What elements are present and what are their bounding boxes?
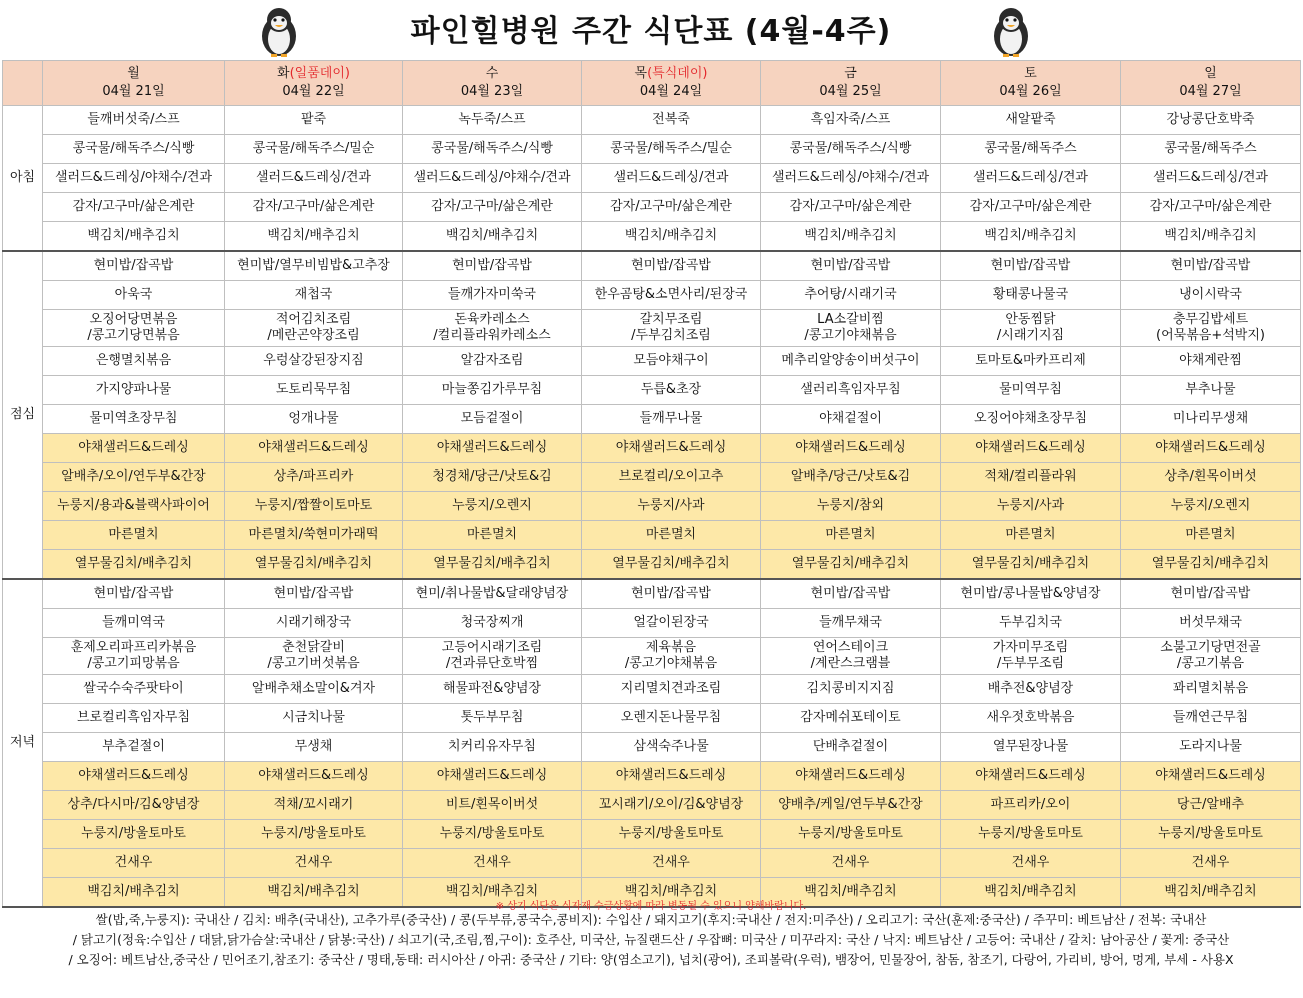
menu-cell: 미나리무생채 (1121, 405, 1301, 434)
menu-cell: 냉이시락국 (1121, 281, 1301, 310)
day-date: 04월 24일 (639, 84, 703, 99)
menu-cell: 녹두죽/스프 (403, 106, 582, 135)
menu-cell: 야채샐러드&드레싱 (761, 762, 941, 791)
menu-cell: 김치콩비지지짐 (761, 675, 941, 704)
menu-cell: 누룽지/오렌지 (403, 492, 582, 521)
menu-row (3, 405, 1301, 434)
menu-cell: 샐러리흑임자무침 (761, 376, 941, 405)
menu-cell: 배추전&양념장 (941, 675, 1121, 704)
menu-cell: 샐러드&드레싱/야채수/견과 (403, 164, 582, 193)
menu-cell: 현미밥/잡곡밥 (43, 251, 225, 281)
menu-cell: 안동찜닭 /시래기지짐 (941, 310, 1121, 347)
menu-cell: 현미밥/잡곡밥 (1121, 579, 1301, 609)
day-name (941, 67, 1120, 81)
menu-cell: 현미밥/잡곡밥 (225, 579, 403, 609)
menu-cell: 시금치나물 (225, 704, 403, 733)
day-name (43, 67, 224, 81)
menu-cell: 은행멸치볶음 (43, 347, 225, 376)
menu-cell: 얼갈이된장국 (582, 609, 761, 638)
menu-cell: 들깨연근무침 (1121, 704, 1301, 733)
menu-cell: 고등어시래기조림 /견과류단호박찜 (403, 638, 582, 675)
menu-cell: 현미밥/잡곡밥 (761, 579, 941, 609)
menu-cell: 지리멸치견과조림 (582, 675, 761, 704)
menu-row (3, 704, 1301, 733)
menu-cell: 백김치/배추김치 (1121, 878, 1301, 908)
day-label: 금 (844, 66, 857, 81)
menu-cell: 알배추/오이/연두부&간장 (43, 463, 225, 492)
menu-cell: 들깨무채국 (761, 609, 941, 638)
menu-cell: 알감자조림 (403, 347, 582, 376)
menu-row (3, 193, 1301, 222)
menu-cell: 양배추/케일/연두부&간장 (761, 791, 941, 820)
menu-row (3, 492, 1301, 521)
menu-row (3, 521, 1301, 550)
menu-cell: 도라지나물 (1121, 733, 1301, 762)
menu-cell: 꽈리멸치볶음 (1121, 675, 1301, 704)
menu-row (3, 106, 1301, 135)
menu-cell: 현미밥/잡곡밥 (582, 579, 761, 609)
menu-cell: 제육볶음 /콩고기야채볶음 (582, 638, 761, 675)
menu-cell: 콩국물/해독주스/식빵 (761, 135, 941, 164)
origin-line: 쌀(밥,죽,누룽지): 국내산 / 김치: 배추(국내산), 고추가루(중국산) / 콩(두부류,콩국수,콩비지): 수입산 / 돼지고기(후지:국내산 / 전지:미주산) / 오리고기: 국산(훈제:중국산) / 주꾸미: 베트남산 / 전복: 국내산 (95, 912, 1207, 927)
menu-cell: 시래기해장국 (225, 609, 403, 638)
menu-sheet (2, 0, 1300, 996)
menu-cell: 강낭콩단호박죽 (1121, 106, 1301, 135)
menu-cell: 메추리알양송이버섯구이 (761, 347, 941, 376)
day-label: 월 (127, 66, 140, 81)
menu-cell: 모듬겉절이 (403, 405, 582, 434)
menu-cell: 누룽지/방울토마토 (582, 820, 761, 849)
meal-label-lunch: 점심 (3, 251, 43, 579)
menu-cell: 콩국물/해독주스/식빵 (43, 135, 225, 164)
menu-cell: 감자메쉬포테이토 (761, 704, 941, 733)
menu-cell: 건새우 (403, 849, 582, 878)
day-label: 목 (634, 66, 648, 81)
menu-cell: 건새우 (1121, 849, 1301, 878)
menu-cell: 야채샐러드&드레싱 (43, 434, 225, 463)
menu-cell: 청경채/당근/낫토&김 (403, 463, 582, 492)
menu-cell: 야채샐러드&드레싱 (582, 762, 761, 791)
menu-cell: 새우젓호박볶음 (941, 704, 1121, 733)
menu-cell: 오징어당면볶음 /콩고기당면볶음 (43, 310, 225, 347)
menu-cell: 야채샐러드&드레싱 (761, 434, 941, 463)
menu-cell: 현미밥/잡곡밥 (761, 251, 941, 281)
origin-line: / 닭고기(정육:수입산 / 대닭,닭가슴살:국내산 / 닭봉:국산) / 쇠고기(국,조림,찜,구이): 호주산, 미국산, 뉴질랜드산 / 우잡뼈: 미국산 / 미꾸라지: 국산 / 낙지: 베트남산 / 고등어: 국내산 / 갈치: 남아공산 / 꽃게: 중국산 (72, 932, 1230, 947)
menu-cell: 황태콩나물국 (941, 281, 1121, 310)
menu-cell: 열무된장나물 (941, 733, 1121, 762)
menu-row (3, 675, 1301, 704)
menu-cell: 건새우 (43, 849, 225, 878)
menu-cell: 누룽지/사과 (582, 492, 761, 521)
menu-cell: 감자/고구마/삶은계란 (761, 193, 941, 222)
menu-cell: 우렁살강된장지짐 (225, 347, 403, 376)
menu-cell: 현미밥/콩나물밥&양념장 (941, 579, 1121, 609)
penguin-mascot-icon (984, 4, 1038, 58)
day-name (225, 67, 402, 81)
day-date: 04월 22일 (282, 84, 345, 99)
menu-cell: 토마토&마카프리제 (941, 347, 1121, 376)
menu-cell: 누룽지/사과 (941, 492, 1121, 521)
menu-cell: 샐러드&드레싱/견과 (225, 164, 403, 193)
menu-cell: 누룽지/방울토마토 (941, 820, 1121, 849)
day-name (1121, 67, 1300, 81)
menu-cell: 백김치/배추김치 (582, 222, 761, 252)
menu-cell: 누룽지/짭짤이토마토 (225, 492, 403, 521)
menu-cell: 삼색숙주나물 (582, 733, 761, 762)
menu-cell: 감자/고구마/삶은계란 (582, 193, 761, 222)
menu-cell: 샐러드&드레싱/견과 (941, 164, 1121, 193)
menu-cell: 열무물김치/배추김치 (43, 550, 225, 580)
menu-cell: 백김치/배추김치 (43, 878, 225, 908)
menu-cell: 꼬시래기/오이/김&양념장 (582, 791, 761, 820)
menu-cell: 현미밥/잡곡밥 (941, 251, 1121, 281)
menu-cell: 백김치/배추김치 (225, 222, 403, 252)
menu-cell: 톳두부무침 (403, 704, 582, 733)
menu-cell: 열무물김치/배추김치 (1121, 550, 1301, 580)
menu-row (3, 791, 1301, 820)
menu-cell: 연어스테이크 /계란스크램블 (761, 638, 941, 675)
menu-row (3, 222, 1301, 252)
menu-cell: 마늘쫑김가루무침 (403, 376, 582, 405)
menu-cell: 알배추채소말이&겨자 (225, 675, 403, 704)
menu-row (3, 376, 1301, 405)
menu-cell: 오징어야채초장무침 (941, 405, 1121, 434)
menu-row (3, 251, 1301, 281)
menu-cell: 마른멸치 (941, 521, 1121, 550)
day-label: 토 (1024, 66, 1037, 81)
menu-cell: 현미밥/잡곡밥 (582, 251, 761, 281)
menu-cell: 두부김치국 (941, 609, 1121, 638)
day-header (761, 61, 941, 106)
menu-cell: 콩국물/해독주스/밀순 (582, 135, 761, 164)
menu-cell: 열무물김치/배추김치 (403, 550, 582, 580)
menu-cell: 상추/파프리카 (225, 463, 403, 492)
menu-cell: 야채샐러드&드레싱 (225, 434, 403, 463)
menu-cell: 물미역초장무침 (43, 405, 225, 434)
menu-cell: 쌀국수숙주팟타이 (43, 675, 225, 704)
menu-cell: 백김치/배추김치 (761, 222, 941, 252)
menu-row (3, 762, 1301, 791)
meal-label-dinner: 저녁 (3, 579, 43, 907)
menu-cell: 모듬야채구이 (582, 347, 761, 376)
menu-cell: 누룽지/방울토마토 (761, 820, 941, 849)
day-name (582, 67, 760, 81)
menu-row (3, 820, 1301, 849)
menu-cell: 알배추/당근/낫토&김 (761, 463, 941, 492)
title-bar (2, 0, 1300, 60)
menu-row (3, 164, 1301, 193)
menu-cell: 누룽지/방울토마토 (43, 820, 225, 849)
menu-cell: 누룽지/용과&블랙사파이어 (43, 492, 225, 521)
day-date: 04월 26일 (999, 84, 1062, 99)
menu-cell: 누룽지/참외 (761, 492, 941, 521)
day-header (403, 61, 582, 106)
menu-cell: 누룽지/방울토마토 (1121, 820, 1301, 849)
menu-cell: 추어탕/시래기국 (761, 281, 941, 310)
menu-cell: 아욱국 (43, 281, 225, 310)
menu-cell: 돈육카레소스 /컬리플라워카레소스 (403, 310, 582, 347)
day-label: 화 (277, 66, 290, 81)
day-header (43, 61, 225, 106)
menu-row (3, 550, 1301, 580)
menu-cell: 마른멸치 (582, 521, 761, 550)
menu-cell: 콩국물/해독주스 (1121, 135, 1301, 164)
day-date: 04월 23일 (460, 84, 524, 99)
menu-cell: 마른멸치 (761, 521, 941, 550)
menu-cell: 상추/다시마/김&양념장 (43, 791, 225, 820)
menu-cell: 백김치/배추김치 (403, 878, 582, 908)
menu-cell: 들깨무나물 (582, 405, 761, 434)
menu-cell: 열무물김치/배추김치 (582, 550, 761, 580)
menu-cell: 브로컬리흑임자무침 (43, 704, 225, 733)
day-name (761, 67, 940, 81)
menu-row (3, 347, 1301, 376)
menu-cell: 마른멸치 (1121, 521, 1301, 550)
menu-cell: 재첩국 (225, 281, 403, 310)
menu-cell: 야채샐러드&드레싱 (43, 762, 225, 791)
menu-cell: 야채샐러드&드레싱 (1121, 434, 1301, 463)
menu-cell: 야채샐러드&드레싱 (403, 762, 582, 791)
menu-cell: 건새우 (582, 849, 761, 878)
menu-cell: 부추나물 (1121, 376, 1301, 405)
menu-cell: 마른멸치 (403, 521, 582, 550)
menu-cell: 전복죽 (582, 106, 761, 135)
menu-cell: 감자/고구마/삶은계란 (403, 193, 582, 222)
menu-cell: 누룽지/방울토마토 (225, 820, 403, 849)
menu-cell: 비트/흰목이버섯 (403, 791, 582, 820)
menu-cell: 들깨가자미쑥국 (403, 281, 582, 310)
menu-cell: 치커리유자무침 (403, 733, 582, 762)
menu-cell: 적채/컬리플라워 (941, 463, 1121, 492)
menu-row (3, 849, 1301, 878)
menu-row (3, 638, 1301, 675)
day-date: 04월 25일 (819, 84, 882, 99)
menu-cell: 물미역무침 (941, 376, 1121, 405)
day-header-row (3, 61, 1301, 106)
menu-cell: 백김치/배추김치 (582, 878, 761, 908)
menu-cell: 청국장찌개 (403, 609, 582, 638)
menu-cell: 백김치/배추김치 (43, 222, 225, 252)
day-date: 04월 27일 (1179, 84, 1242, 99)
menu-cell: 감자/고구마/삶은계란 (941, 193, 1121, 222)
menu-cell: 상추/흰목이버섯 (1121, 463, 1301, 492)
menu-cell: 춘천닭갈비 /콩고기버섯볶음 (225, 638, 403, 675)
menu-cell: 감자/고구마/삶은계란 (225, 193, 403, 222)
menu-cell: 새알팥죽 (941, 106, 1121, 135)
menu-cell: 갈치무조림 /두부김치조림 (582, 310, 761, 347)
menu-cell: 적어김치조림 /메란곤약장조림 (225, 310, 403, 347)
menu-cell: 열무물김치/배추김치 (761, 550, 941, 580)
menu-row (3, 434, 1301, 463)
menu-cell: 소불고기당면전골 /콩고기볶음 (1121, 638, 1301, 675)
menu-cell: 가자미무조림 /두부무조림 (941, 638, 1121, 675)
menu-cell: 누룽지/오렌지 (1121, 492, 1301, 521)
day-header (582, 61, 761, 106)
menu-cell: 흑임자죽/스프 (761, 106, 941, 135)
menu-cell: 샐러드&드레싱/견과 (582, 164, 761, 193)
menu-cell: 적채/꼬시래기 (225, 791, 403, 820)
menu-cell: 야채계란찜 (1121, 347, 1301, 376)
day-label: 수 (485, 66, 499, 81)
menu-row (3, 135, 1301, 164)
menu-cell: 팥죽 (225, 106, 403, 135)
menu-row (3, 463, 1301, 492)
menu-cell: 브로컬리/오이고추 (582, 463, 761, 492)
menu-cell: 마른멸치/쑥현미가래떡 (225, 521, 403, 550)
menu-cell: 당근/알배추 (1121, 791, 1301, 820)
menu-cell: 가지양파나물 (43, 376, 225, 405)
day-label: 일 (1204, 66, 1217, 81)
menu-cell: 백김치/배추김치 (403, 222, 582, 252)
menu-cell: 감자/고구마/삶은계란 (1121, 193, 1301, 222)
menu-cell: 야채겉절이 (761, 405, 941, 434)
page-title: 파인힐병원 주간 식단표 (4월-4주) (410, 14, 892, 49)
menu-cell: 해물파전&양념장 (403, 675, 582, 704)
menu-cell: 콩국물/해독주스/식빵 (403, 135, 582, 164)
menu-cell: 콩국물/해독주스 (941, 135, 1121, 164)
menu-cell: 건새우 (941, 849, 1121, 878)
menu-cell: 파프리카/오이 (941, 791, 1121, 820)
menu-cell: LA소갈비찜 /콩고기야채볶음 (761, 310, 941, 347)
menu-cell: 두릅&초장 (582, 376, 761, 405)
menu-cell: 엉개나물 (225, 405, 403, 434)
day-header (941, 61, 1121, 106)
menu-row (3, 310, 1301, 347)
day-header (1121, 61, 1301, 106)
menu-cell: 현미밥/잡곡밥 (1121, 251, 1301, 281)
menu-cell: 한우곰탕&소면사리/된장국 (582, 281, 761, 310)
menu-cell: 건새우 (761, 849, 941, 878)
origin-info (2, 910, 1300, 970)
menu-cell: 충무김밥세트 (어묵볶음+석박지) (1121, 310, 1301, 347)
menu-cell: 콩국물/해독주스/밀순 (225, 135, 403, 164)
menu-cell: 백김치/배추김치 (225, 878, 403, 908)
menu-cell: 샐러드&드레싱/야채수/견과 (761, 164, 941, 193)
change-notice: ※ 상기 식단은 식자재 수급상황에 따라 변동될 수 있으니 양해바랍니다. (495, 901, 807, 912)
menu-cell: 야채샐러드&드레싱 (582, 434, 761, 463)
menu-row (3, 579, 1301, 609)
menu-cell: 무생채 (225, 733, 403, 762)
menu-cell: 백김치/배추김치 (761, 878, 941, 908)
menu-cell: 현미밥/잡곡밥 (403, 251, 582, 281)
menu-cell: 버섯무채국 (1121, 609, 1301, 638)
day-date: 04월 21일 (102, 84, 165, 99)
menu-cell: 백김치/배추김치 (1121, 222, 1301, 252)
menu-cell: 감자/고구마/삶은계란 (43, 193, 225, 222)
menu-cell: 열무물김치/배추김치 (941, 550, 1121, 580)
weekly-menu-table (2, 60, 1301, 908)
meal-label-breakfast: 아침 (3, 106, 43, 252)
menu-cell: 건새우 (225, 849, 403, 878)
menu-cell: 현미/취나물밥&달래양념장 (403, 579, 582, 609)
menu-cell: 백김치/배추김치 (941, 222, 1121, 252)
day-tag: (특식데이) (647, 66, 708, 81)
header-corner (3, 61, 43, 106)
day-header (225, 61, 403, 106)
day-tag: (일품데이) (289, 66, 350, 81)
menu-cell: 야채샐러드&드레싱 (1121, 762, 1301, 791)
menu-cell: 현미밥/잡곡밥 (43, 579, 225, 609)
menu-cell: 야채샐러드&드레싱 (941, 434, 1121, 463)
menu-cell: 도토리묵무침 (225, 376, 403, 405)
menu-cell: 백김치/배추김치 (941, 878, 1121, 908)
menu-cell: 현미밥/열무비빔밥&고추장 (225, 251, 403, 281)
origin-line: / 오징어: 베트남산,중국산 / 민어조기,참조기: 중국산 / 명태,동태: 러시아산 / 아귀: 중국산 / 기타: 양(염소고기), 넙치(광어), 조피볼락(우럭), 뱀장어, 민물장어, 참돔, 참조기, 다랑어, 가리비, 방어, 멍게, 부세 - 사용X (68, 952, 1234, 967)
menu-cell: 오렌지돈나물무침 (582, 704, 761, 733)
menu-cell: 들깨버섯죽/스프 (43, 106, 225, 135)
menu-row (3, 281, 1301, 310)
menu-cell: 샐러드&드레싱/견과 (1121, 164, 1301, 193)
menu-cell: 야채샐러드&드레싱 (941, 762, 1121, 791)
menu-row (3, 609, 1301, 638)
menu-cell: 단배추겉절이 (761, 733, 941, 762)
menu-cell: 열무물김치/배추김치 (225, 550, 403, 580)
menu-row (3, 733, 1301, 762)
menu-cell: 야채샐러드&드레싱 (225, 762, 403, 791)
menu-cell: 들깨미역국 (43, 609, 225, 638)
menu-cell: 야채샐러드&드레싱 (403, 434, 582, 463)
day-name (403, 67, 581, 81)
menu-cell: 누룽지/방울토마토 (403, 820, 582, 849)
menu-cell: 마른멸치 (43, 521, 225, 550)
menu-cell: 부추겉절이 (43, 733, 225, 762)
menu-cell: 훈제오리파프리카볶음 /콩고기피망볶음 (43, 638, 225, 675)
menu-cell: 샐러드&드레싱/야채수/견과 (43, 164, 225, 193)
